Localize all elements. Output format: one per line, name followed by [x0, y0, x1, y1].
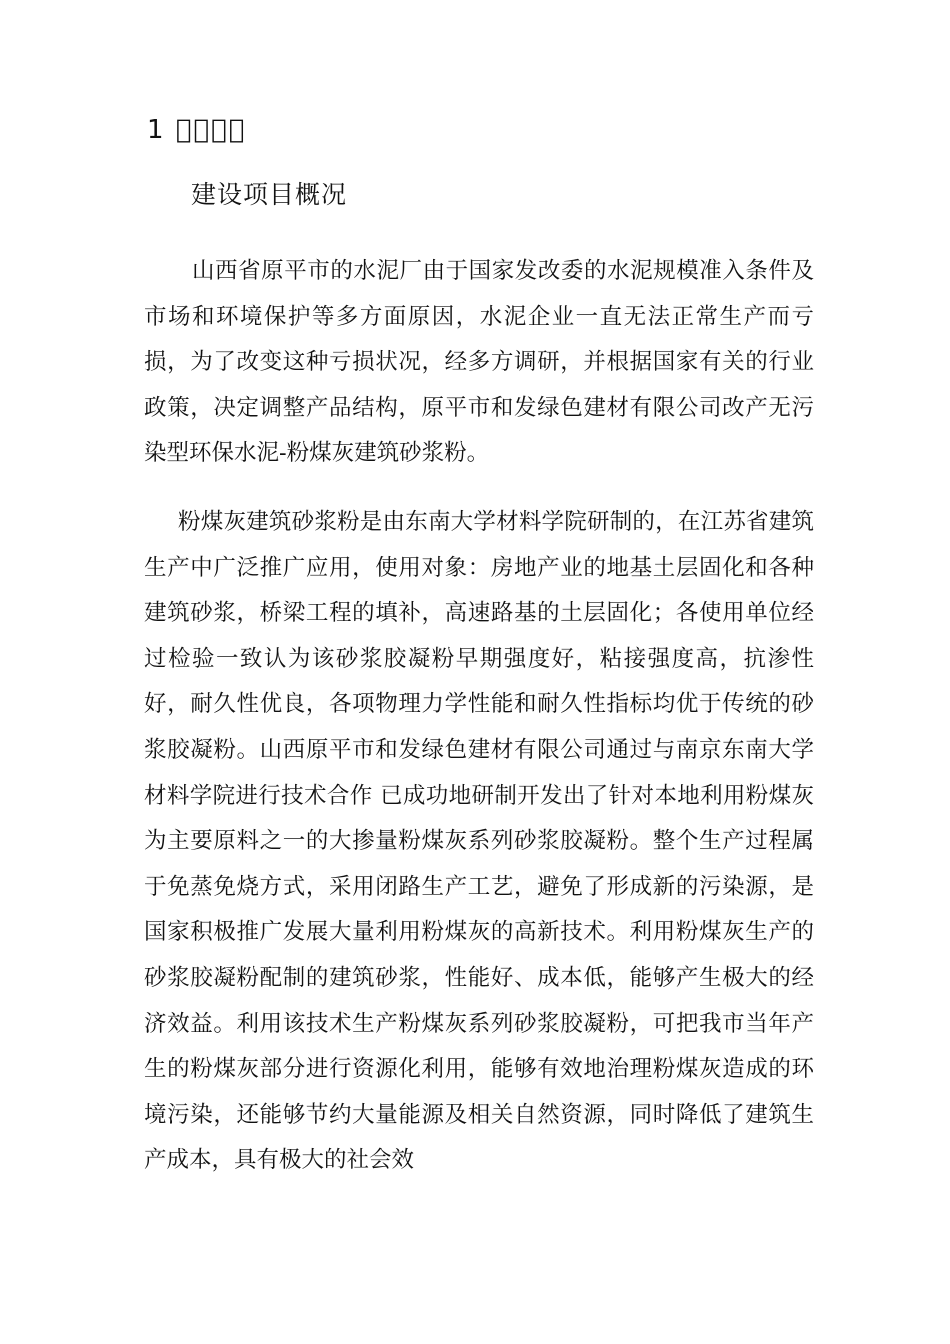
paragraph-1: 山西省原平市的水泥厂由于国家发改委的水泥规模准入条件及市场和环境保护等多方面原因，水泥企业一直无法正常生产而亏损，为了改变这种亏损状况，经多方调研，并根据国家有关的行业政策，决定调整产品结构，原平市和发绿色建材有限公司改产无污染型环保水泥-粉煤灰建筑砂浆粉。 — [144, 258, 814, 467]
paragraph-2: 粉煤灰建筑砂浆粉是由东南大学材料学院研制的，在江苏省建筑生产中广泛推广应用，使用对象：房地产业的地基土层固化和各种建筑砂浆，桥梁工程的填补，高速路基的土层固化；各使用单位经过检验一致认为该砂浆胶凝粉早期强度好，粘接强度高，抗渗性好，耐久性优良，各项物理力学性能和耐久性指标均优于传统的砂浆胶凝粉。山西原平市和发绿色建材有限公司通过与南京东南大学材料学院进行技术合作 已成功地研制开发出了针对本地利用粉煤灰为主要原料之一的大掺量粉煤灰系列砂浆胶凝粉。整个生产过程属于免蒸免烧方式，采用闭路生产工艺，避免了形成新的污染源，是国家积极推广发展大量利用粉煤灰的高新技术。利用粉煤灰生产的砂浆胶凝粉配制的建筑砂浆，性能好、成本低，能够产生极大的经济效益。利用该技术生产粉煤灰系列砂浆胶凝粉，可把我市当年产生的粉煤灰部分进行资源化利用，能够有效地治理粉煤灰造成的环境污染，还能够节约大量能源及相关自然资源，同时降低了建筑生产成本，具有极大的社会效 — [144, 509, 814, 1174]
sub-heading: 建设项目概况 — [191, 180, 348, 209]
section-heading: 1 􀀀􀀀􀀀􀀀 — [147, 115, 247, 145]
